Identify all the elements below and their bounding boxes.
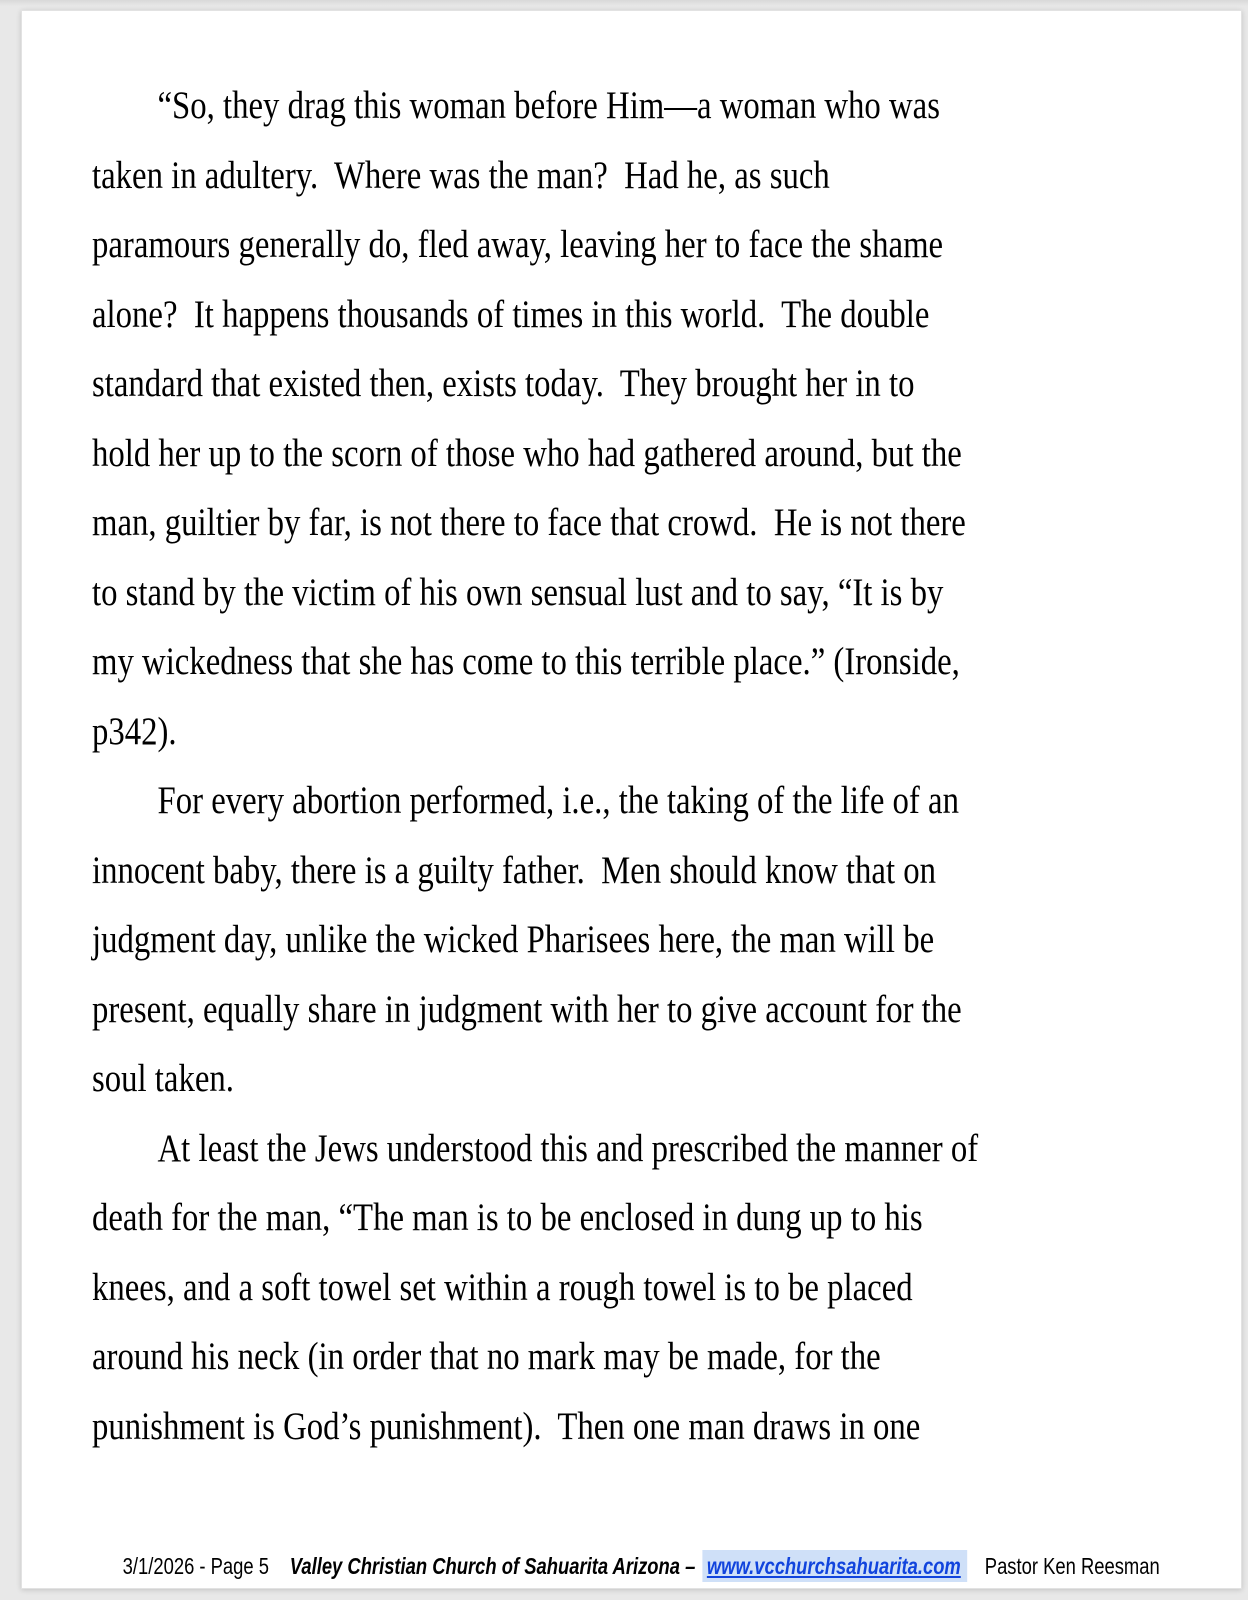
text-line: taken in adultery. Where was the man? Had he, as such [92, 153, 830, 197]
text-line: innocent baby, there is a guilty father. Men should know that on [92, 848, 937, 892]
text-line: “So, they drag this woman before Him—a woman who was [157, 84, 940, 127]
text-line: man, guiltier by far, is not there to face that crowd. He is not there [92, 501, 966, 544]
text-line: At least the Jews understood this and prescribed the manner of [157, 1126, 979, 1170]
text-line: p342). [92, 709, 177, 753]
text-line: hold her up to the scorn of those who had gathered around, but the [92, 431, 962, 475]
footer-website-link[interactable]: www.vcchurchsahuarita.com [702, 1550, 967, 1582]
text-line: judgment day, unlike the wicked Pharisees here, the man will be [92, 918, 935, 961]
text-line: around his neck (in order that no mark may be made, for the [92, 1335, 881, 1378]
text-line: death for the man, “The man is to be enclosed in dung up to his [92, 1196, 923, 1239]
text-line: For every abortion performed, i.e., the taking of the life of an [157, 779, 959, 822]
document-page [21, 10, 1242, 1589]
text-line: knees, and a soft towel set within a rough towel is to be placed [92, 1265, 913, 1309]
page-footer [92, 1518, 1248, 1600]
footer-church-name: Valley Christian Church of Sahuarita Arizona – [289, 1553, 701, 1579]
text-line: alone? It happens thousands of times in this world. The double [92, 292, 930, 336]
text-line: present, equally share in judgment with her to give account for the [92, 987, 962, 1031]
footer-pastor-name: Pastor Ken Reesman [984, 1553, 1160, 1579]
text-line: paramours generally do, fled away, leaving her to face the shame [92, 223, 944, 266]
text-line: standard that existed then, exists today. They brought her in to [92, 362, 915, 405]
document-body [92, 71, 1201, 1461]
text-line: to stand by the victim of his own sensual lust and to say, “It is by [92, 570, 944, 614]
text-line: punishment is God’s punishment). Then one man draws in one [92, 1404, 921, 1448]
text-line: soul taken. [92, 1057, 234, 1100]
footer-date-page: 3/1/2026 - Page 5 [122, 1553, 269, 1579]
text-line: my wickedness that she has come to this terrible place.” (Ironside, [92, 640, 960, 683]
